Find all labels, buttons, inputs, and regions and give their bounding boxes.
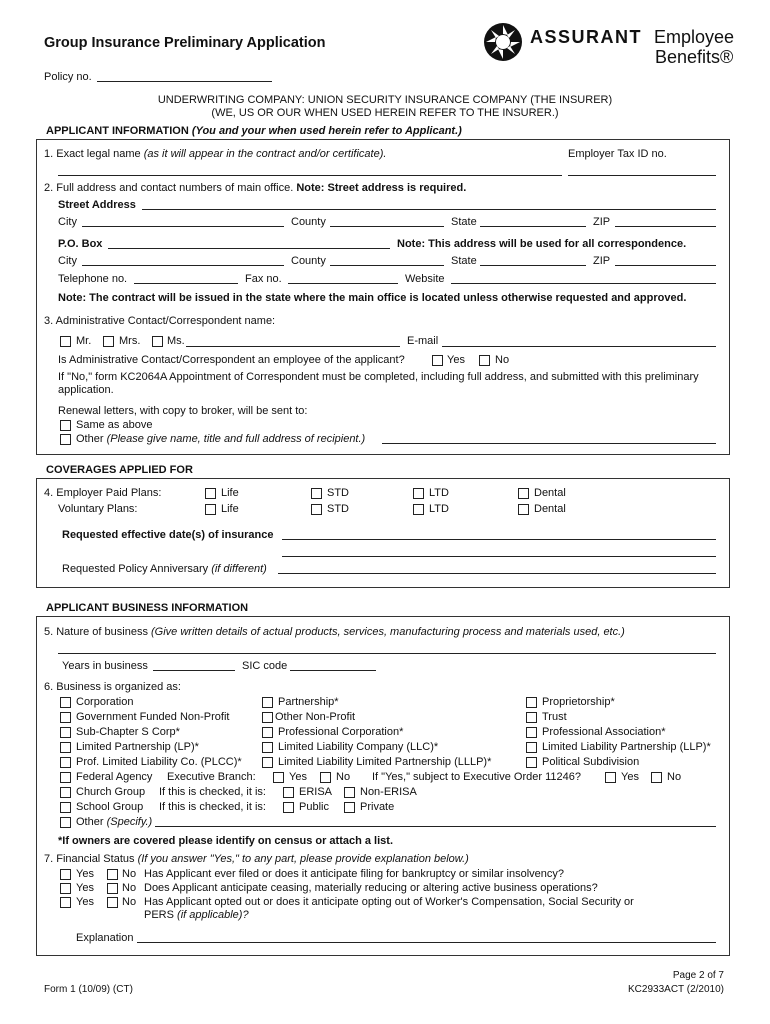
- q3-label: 3. Administrative Contact/Correspondent name:: [44, 315, 276, 327]
- non-erisa-label: Non-ERISA: [360, 786, 417, 798]
- non-erisa-checkbox[interactable]: [344, 787, 355, 798]
- org-political-checkbox[interactable]: [526, 757, 537, 768]
- years-label: Years in business: [62, 660, 148, 672]
- zip-field[interactable]: [615, 226, 716, 227]
- org-col3-label: Political Subdivision: [542, 756, 640, 768]
- same-as-above-checkbox[interactable]: [60, 420, 71, 431]
- employer-paid-label: 4. Employer Paid Plans:: [44, 487, 162, 499]
- employer-dental-checkbox[interactable]: [518, 488, 529, 499]
- fin-q3-yes-checkbox[interactable]: [60, 897, 71, 908]
- state-label-2: State: [451, 255, 477, 267]
- form-id: Form 1 (10/09) (CT): [44, 984, 133, 995]
- fax-field[interactable]: [288, 283, 398, 284]
- voluntary-std-label: STD: [327, 503, 349, 515]
- org-col3-label: Limited Liability Partnership (LLP)*: [542, 741, 711, 753]
- state-field[interactable]: [480, 226, 586, 227]
- other-label: Other: [76, 433, 104, 445]
- employer-life-checkbox[interactable]: [205, 488, 216, 499]
- fin-q2-yes-checkbox[interactable]: [60, 883, 71, 894]
- org-col3-label: Proprietorship*: [542, 696, 615, 708]
- zip-label: ZIP: [593, 216, 611, 228]
- sic-field[interactable]: [290, 670, 376, 671]
- telephone-label: Telephone no.: [58, 273, 128, 285]
- org-col3-label: Professional Association*: [542, 726, 666, 738]
- q6-label: 6. Business is organized as:: [44, 681, 181, 693]
- org-lp-checkbox[interactable]: [60, 742, 71, 753]
- assurant-logo-icon: [483, 22, 523, 62]
- ms-checkbox[interactable]: [152, 336, 163, 347]
- tax-id-field[interactable]: [568, 175, 716, 176]
- org-plcc-checkbox[interactable]: [60, 757, 71, 768]
- q5-note: (Give written details of actual products, services, manufacturing process and materials used, etc.): [151, 626, 625, 638]
- org-trust-checkbox[interactable]: [526, 712, 537, 723]
- fin-q3-no-checkbox[interactable]: [107, 897, 118, 908]
- policy-label: Policy no.: [44, 71, 92, 83]
- city-field-2[interactable]: [82, 265, 284, 266]
- fin-q3-yes-label: Yes: [76, 896, 94, 908]
- employee-no-label: No: [495, 354, 510, 366]
- q1-label: 1. Exact legal name: [44, 148, 141, 160]
- org-lllp-checkbox[interactable]: [262, 757, 273, 768]
- logo-brand: ASSURANT: [530, 27, 643, 47]
- voluntary-life-label: Life: [221, 503, 239, 515]
- employee-no-checkbox[interactable]: [479, 355, 490, 366]
- coverages-heading: COVERAGES APPLIED FOR: [46, 464, 193, 476]
- exec-branch-no-label: No: [336, 771, 351, 783]
- exec-branch-yes-checkbox[interactable]: [273, 772, 284, 783]
- church-group-label: Church Group: [76, 786, 146, 798]
- federal-agency-checkbox[interactable]: [60, 772, 71, 783]
- fin-q1-text: Has Applicant ever filed or does it anticipate filing for bankruptcy or similar insolvency?: [144, 868, 565, 880]
- org-partnership-checkbox[interactable]: [262, 697, 273, 708]
- exec-branch-yes-label: Yes: [289, 771, 307, 783]
- fin-q3-text-line-2: [144, 909, 249, 921]
- org-other-row: [76, 816, 152, 828]
- contact-name-field[interactable]: [186, 346, 400, 347]
- federal-agency-label: Federal Agency: [76, 771, 153, 783]
- fin-q3-text-line-1: Has Applicant opted out or does it anticipate opting out of Worker's Compensation, Social Security or: [144, 896, 634, 908]
- explanation-label: Explanation: [76, 932, 134, 944]
- heading-note: (You and your when used herein refer to Applicant.): [191, 125, 462, 137]
- page-title: Group Insurance Preliminary Application: [44, 35, 326, 51]
- pobox-field[interactable]: [108, 248, 390, 249]
- org-gov-nonprofit-checkbox[interactable]: [60, 712, 71, 723]
- fin-q2-no-label: No: [122, 882, 137, 894]
- q7-label: 7. Financial Status: [44, 853, 135, 865]
- city-label-2: City: [58, 255, 77, 267]
- org-col2-label: Limited Liability Limited Partnership (LLLP)*: [278, 756, 492, 768]
- other-recipient-field[interactable]: [382, 443, 716, 444]
- org-col2-label: Partnership*: [278, 696, 339, 708]
- specify-note: (Specify.): [106, 816, 153, 828]
- org-prof-assoc-checkbox[interactable]: [526, 727, 537, 738]
- county-field[interactable]: [330, 226, 444, 227]
- eo-no-checkbox[interactable]: [651, 772, 662, 783]
- org-col1-label: Government Funded Non-Profit: [76, 711, 230, 723]
- voluntary-ltd-label: LTD: [429, 503, 449, 515]
- org-llc-checkbox[interactable]: [262, 742, 273, 753]
- school-group-checkbox[interactable]: [60, 802, 71, 813]
- fin-q2-text: Does Applicant anticipate ceasing, materially reducing or altering active business operations?: [144, 882, 598, 894]
- org-col2-label: Other Non-Profit: [275, 711, 356, 723]
- q7-note: (If you answer "Yes," to any part, please provide explanation below.): [137, 853, 469, 865]
- zip-label-2: ZIP: [593, 255, 611, 267]
- legal-name-field[interactable]: [58, 175, 562, 176]
- if-no-note-line-2: application.: [58, 384, 114, 396]
- fax-label: Fax no.: [245, 273, 282, 285]
- fin-q2-no-checkbox[interactable]: [107, 883, 118, 894]
- years-field[interactable]: [153, 670, 235, 671]
- employee-yes-label: Yes: [447, 354, 465, 366]
- effective-date-field-1[interactable]: [282, 539, 716, 540]
- state-label: State: [451, 216, 477, 228]
- tax-id-label: Employer Tax ID no.: [568, 148, 667, 160]
- org-col2-label: Limited Liability Company (LLC)*: [278, 741, 439, 753]
- page-number: Page 2 of 7: [672, 970, 724, 981]
- owners-note: *If owners are covered please identify on census or attach a list.: [58, 835, 394, 847]
- org-col1-label: Limited Partnership (LP)*: [76, 741, 199, 753]
- school-group-label: School Group: [76, 801, 144, 813]
- q2-note: Note: Street address is required.: [296, 182, 467, 194]
- org-corporation-checkbox[interactable]: [60, 697, 71, 708]
- employer-std-checkbox[interactable]: [311, 488, 322, 499]
- mrs-checkbox[interactable]: [103, 336, 114, 347]
- voluntary-label: Voluntary Plans:: [58, 503, 138, 515]
- q7-row: [44, 853, 469, 865]
- fin-q1-yes-checkbox[interactable]: [60, 869, 71, 880]
- effective-date-field-2[interactable]: [282, 556, 716, 557]
- county-label: County: [291, 216, 326, 228]
- fin-q3-no-label: No: [122, 896, 137, 908]
- public-checkbox[interactable]: [283, 802, 294, 813]
- renewal-label: Renewal letters, with copy to broker, will be sent to:: [58, 405, 308, 417]
- email-label: E-mail: [407, 335, 439, 347]
- mrs-label: Mrs.: [119, 335, 141, 347]
- contract-note: Note: The contract will be issued in the state where the main office is located unless otherwise requested and approved.: [58, 292, 687, 304]
- org-prof-corp-checkbox[interactable]: [262, 727, 273, 738]
- eo-question: If "Yes," subject to Executive Order 11246?: [372, 771, 581, 783]
- erisa-checkbox[interactable]: [283, 787, 294, 798]
- org-other-label: Other: [76, 816, 104, 828]
- street-label: Street Address: [58, 199, 136, 211]
- fin-q1-no-label: No: [122, 868, 137, 880]
- employer-life-label: Life: [221, 487, 239, 499]
- business-heading: APPLICANT BUSINESS INFORMATION: [46, 602, 249, 614]
- explanation-field[interactable]: [137, 942, 716, 943]
- anniversary-label: Requested Policy Anniversary: [62, 563, 209, 575]
- section-heading: APPLICANT INFORMATION: [46, 125, 189, 137]
- q1-label-row: [44, 148, 386, 160]
- policy-number-field[interactable]: [97, 81, 272, 82]
- church-if-checked: If this is checked, it is:: [159, 786, 266, 798]
- logo-benefits: Benefits®: [655, 47, 734, 67]
- voluntary-life-checkbox[interactable]: [205, 504, 216, 515]
- applicant-info-heading: [46, 125, 462, 137]
- church-group-checkbox[interactable]: [60, 787, 71, 798]
- employee-yes-checkbox[interactable]: [432, 355, 443, 366]
- org-proprietorship-checkbox[interactable]: [526, 697, 537, 708]
- other-recipient-row: [76, 433, 365, 445]
- public-label: Public: [299, 801, 329, 813]
- underwriting-line-1: UNDERWRITING COMPANY: UNION SECURITY INSURANCE COMPANY (THE INSURER): [157, 94, 613, 106]
- org-llp-checkbox[interactable]: [526, 742, 537, 753]
- eo-no-label: No: [667, 771, 682, 783]
- county-field-2[interactable]: [330, 265, 444, 266]
- employee-question: Is Administrative Contact/Correspondent an employee of the applicant?: [58, 354, 405, 366]
- underwriting-line-2: (WE, US OR OUR WHEN USED HEREIN REFER TO THE INSURER.): [211, 107, 559, 119]
- fin-q3-note: (if applicable)?: [177, 909, 249, 921]
- telephone-field[interactable]: [134, 283, 238, 284]
- voluntary-dental-label: Dental: [534, 503, 566, 515]
- org-col2-label: Professional Corporation*: [278, 726, 404, 738]
- erisa-label: ERISA: [299, 786, 333, 798]
- same-as-above-label: Same as above: [76, 419, 153, 431]
- org-col1-label: Corporation: [76, 696, 134, 708]
- q2-label-row: [44, 182, 466, 194]
- employer-ltd-checkbox[interactable]: [413, 488, 424, 499]
- if-no-note-line-1: If "No," form KC2064A Appointment of Correspondent must be completed, including full address, and submitted with this preliminary: [58, 371, 699, 383]
- org-other-checkbox[interactable]: [60, 817, 71, 828]
- website-label: Website: [405, 273, 445, 285]
- q5-row: [44, 626, 625, 638]
- pobox-label: P.O. Box: [58, 238, 103, 250]
- private-label: Private: [360, 801, 395, 813]
- state-field-2[interactable]: [480, 265, 586, 266]
- q1-note: (as it will appear in the contract and/or certificate).: [143, 148, 387, 160]
- effective-date-label: Requested effective date(s) of insurance: [62, 529, 274, 541]
- org-col1-label: Prof. Limited Liability Co. (PLCC)*: [76, 756, 242, 768]
- zip-field-2[interactable]: [615, 265, 716, 266]
- mr-checkbox[interactable]: [60, 336, 71, 347]
- private-checkbox[interactable]: [344, 802, 355, 813]
- q5-label: 5. Nature of business: [44, 626, 148, 638]
- org-other-nonprofit-checkbox[interactable]: [262, 712, 273, 723]
- fin-q2-yes-label: Yes: [76, 882, 94, 894]
- org-col3-label: Trust: [542, 711, 567, 723]
- exec-branch-label: Executive Branch:: [167, 771, 256, 783]
- form-code: KC2933ACT (2/2010): [628, 984, 724, 995]
- eo-yes-label: Yes: [621, 771, 639, 783]
- nature-of-business-field[interactable]: [58, 653, 716, 654]
- city-field[interactable]: [82, 226, 284, 227]
- employer-ltd-label: LTD: [429, 487, 449, 499]
- employer-std-label: STD: [327, 487, 349, 499]
- logo-employee: Employee: [654, 27, 735, 47]
- exec-branch-no-checkbox[interactable]: [320, 772, 331, 783]
- anniversary-field[interactable]: [278, 573, 716, 574]
- voluntary-ltd-checkbox[interactable]: [413, 504, 424, 515]
- school-if-checked: If this is checked, it is:: [159, 801, 266, 813]
- voluntary-dental-checkbox[interactable]: [518, 504, 529, 515]
- ms-label: Ms.: [167, 335, 185, 347]
- fin-q1-no-checkbox[interactable]: [107, 869, 118, 880]
- anniversary-note: (if different): [211, 563, 267, 575]
- voluntary-std-checkbox[interactable]: [311, 504, 322, 515]
- street-address-field[interactable]: [142, 209, 716, 210]
- email-field[interactable]: [442, 346, 716, 347]
- sic-label: SIC code: [242, 660, 288, 672]
- eo-yes-checkbox[interactable]: [605, 772, 616, 783]
- city-label: City: [58, 216, 77, 228]
- website-field[interactable]: [451, 283, 716, 284]
- org-subchapter-s-checkbox[interactable]: [60, 727, 71, 738]
- employer-dental-label: Dental: [534, 487, 566, 499]
- fin-q3-pers: PERS: [144, 909, 174, 921]
- fin-q1-yes-label: Yes: [76, 868, 94, 880]
- mr-label: Mr.: [76, 335, 92, 347]
- q2-label: 2. Full address and contact numbers of main office.: [44, 182, 294, 194]
- org-col1-label: Sub-Chapter S Corp*: [76, 726, 180, 738]
- other-note: (Please give name, title and full address of recipient.): [106, 433, 366, 445]
- county-label-2: County: [291, 255, 326, 267]
- org-other-field[interactable]: [155, 826, 716, 827]
- anniversary-row: [62, 563, 267, 575]
- other-recipient-checkbox[interactable]: [60, 434, 71, 445]
- pobox-note: Note: This address will be used for all correspondence.: [397, 238, 687, 250]
